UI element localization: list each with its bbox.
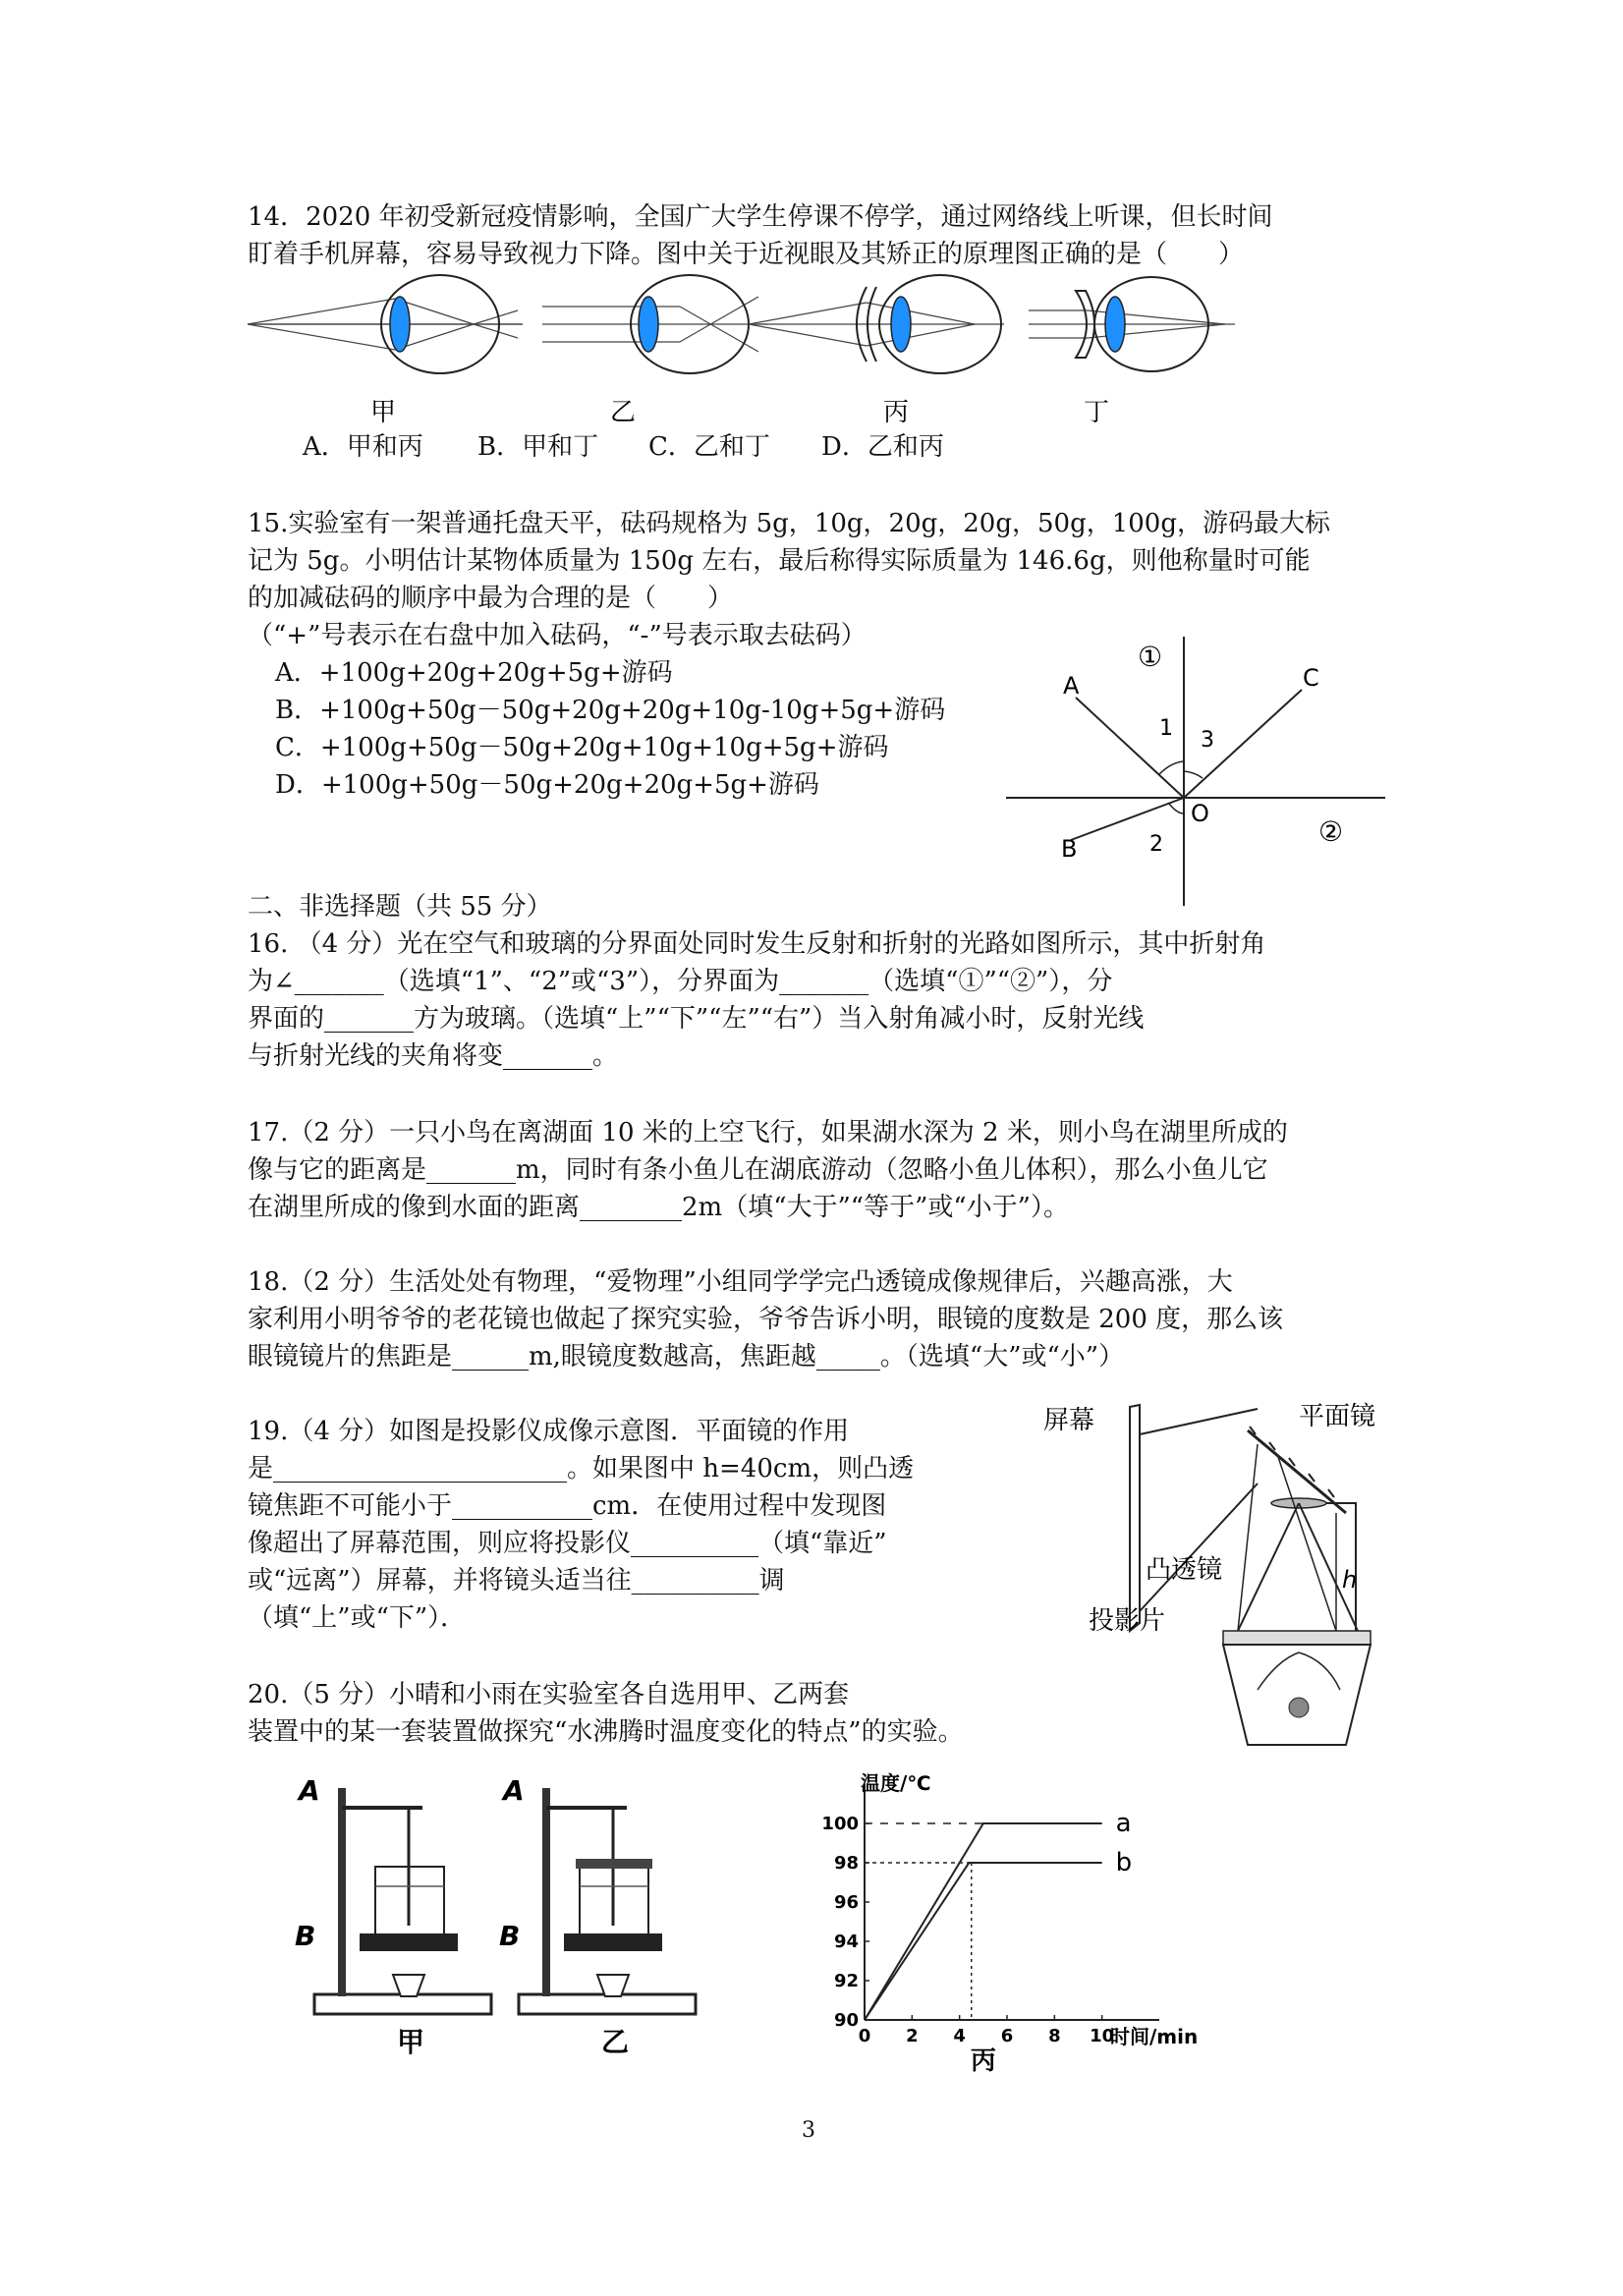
label-o: O	[1191, 800, 1209, 827]
series-label-a: a	[1115, 1809, 1132, 1838]
apparatus-yi	[499, 1774, 696, 2058]
q19-line-6: （填“上”或“下”）．	[248, 1603, 467, 1633]
q16-line-1: 16. （4 分）光在空气和玻璃的分界面处同时发生反射和折射的光路如图所示，其中折射角	[248, 929, 1266, 959]
q15-option-d: D．+100g+50g－50g+20g+20g+5g+游码	[275, 770, 819, 800]
y-tick-label: 94	[833, 1932, 859, 1952]
apparatus-jia-label-b: B	[295, 1920, 316, 1952]
q19-line-1: 19.（4 分）如图是投影仪成像示意图．平面镜的作用	[248, 1417, 850, 1446]
fig-label-yi: 乙	[609, 398, 637, 427]
projector-figure	[1041, 1395, 1395, 1759]
refraction-figure	[1002, 629, 1395, 914]
q14-line-1: 14．2020 年初受新冠疫情影响，全国广大学生停课不停学，通过网络线上听课，但长时间	[248, 202, 1273, 232]
q15-option-c: C．+100g+50g－50g+20g+10g+10g+5g+游码	[275, 733, 889, 762]
apparatus-label-jia: 甲	[397, 2026, 425, 2058]
x-tick-label: 10	[1090, 2026, 1115, 2046]
label-angle-3: 3	[1201, 728, 1214, 753]
q15-line-1: 15.实验室有一架普通托盘天平，砝码规格为 5g，10g，20g，20g，50g，100g，游码最大标	[248, 509, 1330, 538]
q18-line-3: 眼镜镜片的焦距是______m,眼镜度数越高，焦距越_____。（选填“大”或“小”）	[248, 1342, 1125, 1372]
q20-line-1: 20.（5 分）小晴和小雨在实验室各自选用甲、乙两套	[248, 1680, 850, 1709]
x-axis-label: 时间/min	[1110, 2025, 1199, 2048]
q18-line-2: 家利用小明爷爷的老花镜也做起了探究实验，爷爷告诉小明，眼镜的度数是 200 度，那么该	[248, 1305, 1284, 1334]
q19-line-3: 镜焦距不可能小于___________cm．在使用过程中发现图	[248, 1491, 887, 1521]
temperature-chart	[806, 1768, 1199, 2083]
label-slide: 投影片	[1089, 1606, 1166, 1636]
q16-line-2: 为∠_______（选填“1”、“2”或“3”），分界面为_______（选填“①”“②”），分	[248, 967, 1113, 996]
q15-option-a: A．+100g+20g+20g+5g+游码	[275, 658, 673, 688]
q19-line-2: 是_______________________。如果图中 h=40cm，则凸透	[248, 1454, 915, 1484]
label-angle-1: 1	[1159, 716, 1173, 741]
q16-line-3: 界面的_______方为玻璃。（选填“上”“下”“左”“右”）当入射角减小时，反射光线	[248, 1004, 1145, 1034]
series-line-a	[865, 1823, 1102, 2020]
apparatus-jia	[295, 1774, 491, 2058]
x-tick-label: 0	[858, 2026, 871, 2046]
q15-line-3: 的加减砝码的顺序中最为合理的是（ ）	[248, 584, 734, 613]
y-tick-label: 90	[833, 2010, 859, 2031]
label-mirror: 平面镜	[1299, 1402, 1376, 1431]
q19-line-4: 像超出了屏幕范围，则应将投影仪__________（填“靠近”	[248, 1529, 887, 1558]
q19-line-5: 或“远离”）屏幕，并将镜头适当往__________调	[248, 1566, 785, 1596]
eye-diagram-yi	[542, 275, 768, 373]
eye-diagram-ding	[1029, 277, 1235, 371]
chart-caption: 丙	[970, 2046, 996, 2076]
label-b: B	[1061, 835, 1078, 863]
apparatus-yi-label-b: B	[499, 1920, 521, 1952]
y-tick-label: 98	[833, 1853, 859, 1874]
q15-note: （“+”号表示在右盘中加入砝码，“-”号表示取去砝码）	[248, 621, 867, 650]
y-tick-label: 92	[833, 1971, 859, 1991]
slide-shape	[1223, 1631, 1371, 1645]
q17-line-3: 在湖里所成的像到水面的距离________2m（填“大于”“等于”或“小于”）。	[248, 1193, 1069, 1222]
label-angle-2: 2	[1149, 832, 1163, 857]
lamp-shape	[1289, 1698, 1309, 1717]
eye-diagram-bing	[749, 275, 1004, 373]
x-tick-label: 8	[1048, 2026, 1061, 2046]
q17-line-1: 17.（2 分）一只小鸟在离湖面 10 米的上空飞行，如果湖水深为 2 米，则小鸟在湖里所成的	[248, 1118, 1288, 1148]
label-lens: 凸透镜	[1146, 1555, 1223, 1585]
screen-shape	[1130, 1405, 1140, 1631]
section2-title: 二、非选择题（共 55 分）	[248, 892, 552, 922]
label-a: A	[1063, 672, 1080, 700]
y-axis-label: 温度/℃	[861, 1771, 931, 1795]
fig-label-bing: 丙	[882, 398, 910, 427]
q14-option-d: D．乙和丙	[821, 432, 944, 462]
eye-diagram-jia	[248, 275, 523, 373]
fig-label-jia: 甲	[369, 398, 397, 427]
ray-ob	[1071, 798, 1184, 840]
label-screen: 屏幕	[1043, 1406, 1095, 1435]
apparatus-figure	[295, 1768, 717, 2083]
apparatus-yi-label-a: A	[503, 1774, 525, 1807]
x-tick-label: 4	[953, 2026, 966, 2046]
label-c: C	[1303, 664, 1319, 692]
y-tick-label: 96	[833, 1892, 859, 1913]
x-tick-label: 6	[1000, 2026, 1014, 2046]
x-tick-label: 2	[906, 2026, 919, 2046]
q15-line-2: 记为 5g。小明估计某物体质量为 150g 左右，最后称得实际质量为 146.6g，则他称量时可能	[248, 546, 1311, 576]
q16-line-4: 与折射光线的夹角将变_______。	[248, 1041, 619, 1071]
apparatus-jia-label-a: A	[299, 1774, 320, 1807]
eye-diagrams-figure	[248, 273, 1250, 430]
label-circle-2: ②	[1318, 815, 1344, 848]
q20-line-2: 装置中的某一套装置做探究“水沸腾时温度变化的特点”的实验。	[248, 1717, 964, 1747]
q15-option-b: B．+100g+50g－50g+20g+20g+10g-10g+5g+游码	[275, 696, 946, 725]
apparatus-label-yi: 乙	[601, 2026, 630, 2058]
q18-line-1: 18.（2 分）生活处处有物理，“爱物理”小组同学学完凸透镜成像规律后，兴趣高涨，大	[248, 1267, 1233, 1297]
fig-label-ding: 丁	[1083, 398, 1110, 427]
series-line-b	[865, 1863, 1102, 2020]
q14-line-2: 盯着手机屏幕，容易导致视力下降。图中关于近视眼及其矫正的原理图正确的是（ ）	[248, 240, 1245, 269]
q14-option-c: C．乙和丁	[648, 432, 770, 462]
q14-option-b: B．甲和丁	[477, 432, 599, 462]
label-circle-1: ①	[1138, 641, 1163, 673]
y-tick-label: 100	[821, 1814, 859, 1834]
label-h: h	[1342, 1566, 1358, 1594]
q14-option-a: A．甲和丙	[303, 432, 423, 462]
ray-ao	[1076, 698, 1184, 798]
page-number: 3	[802, 2118, 815, 2143]
q17-line-2: 像与它的距离是_______m，同时有条小鱼儿在湖底游动（忽略小鱼儿体积），那么小鱼儿它	[248, 1155, 1268, 1185]
series-label-b: b	[1115, 1848, 1133, 1877]
projector-body	[1223, 1645, 1371, 1745]
